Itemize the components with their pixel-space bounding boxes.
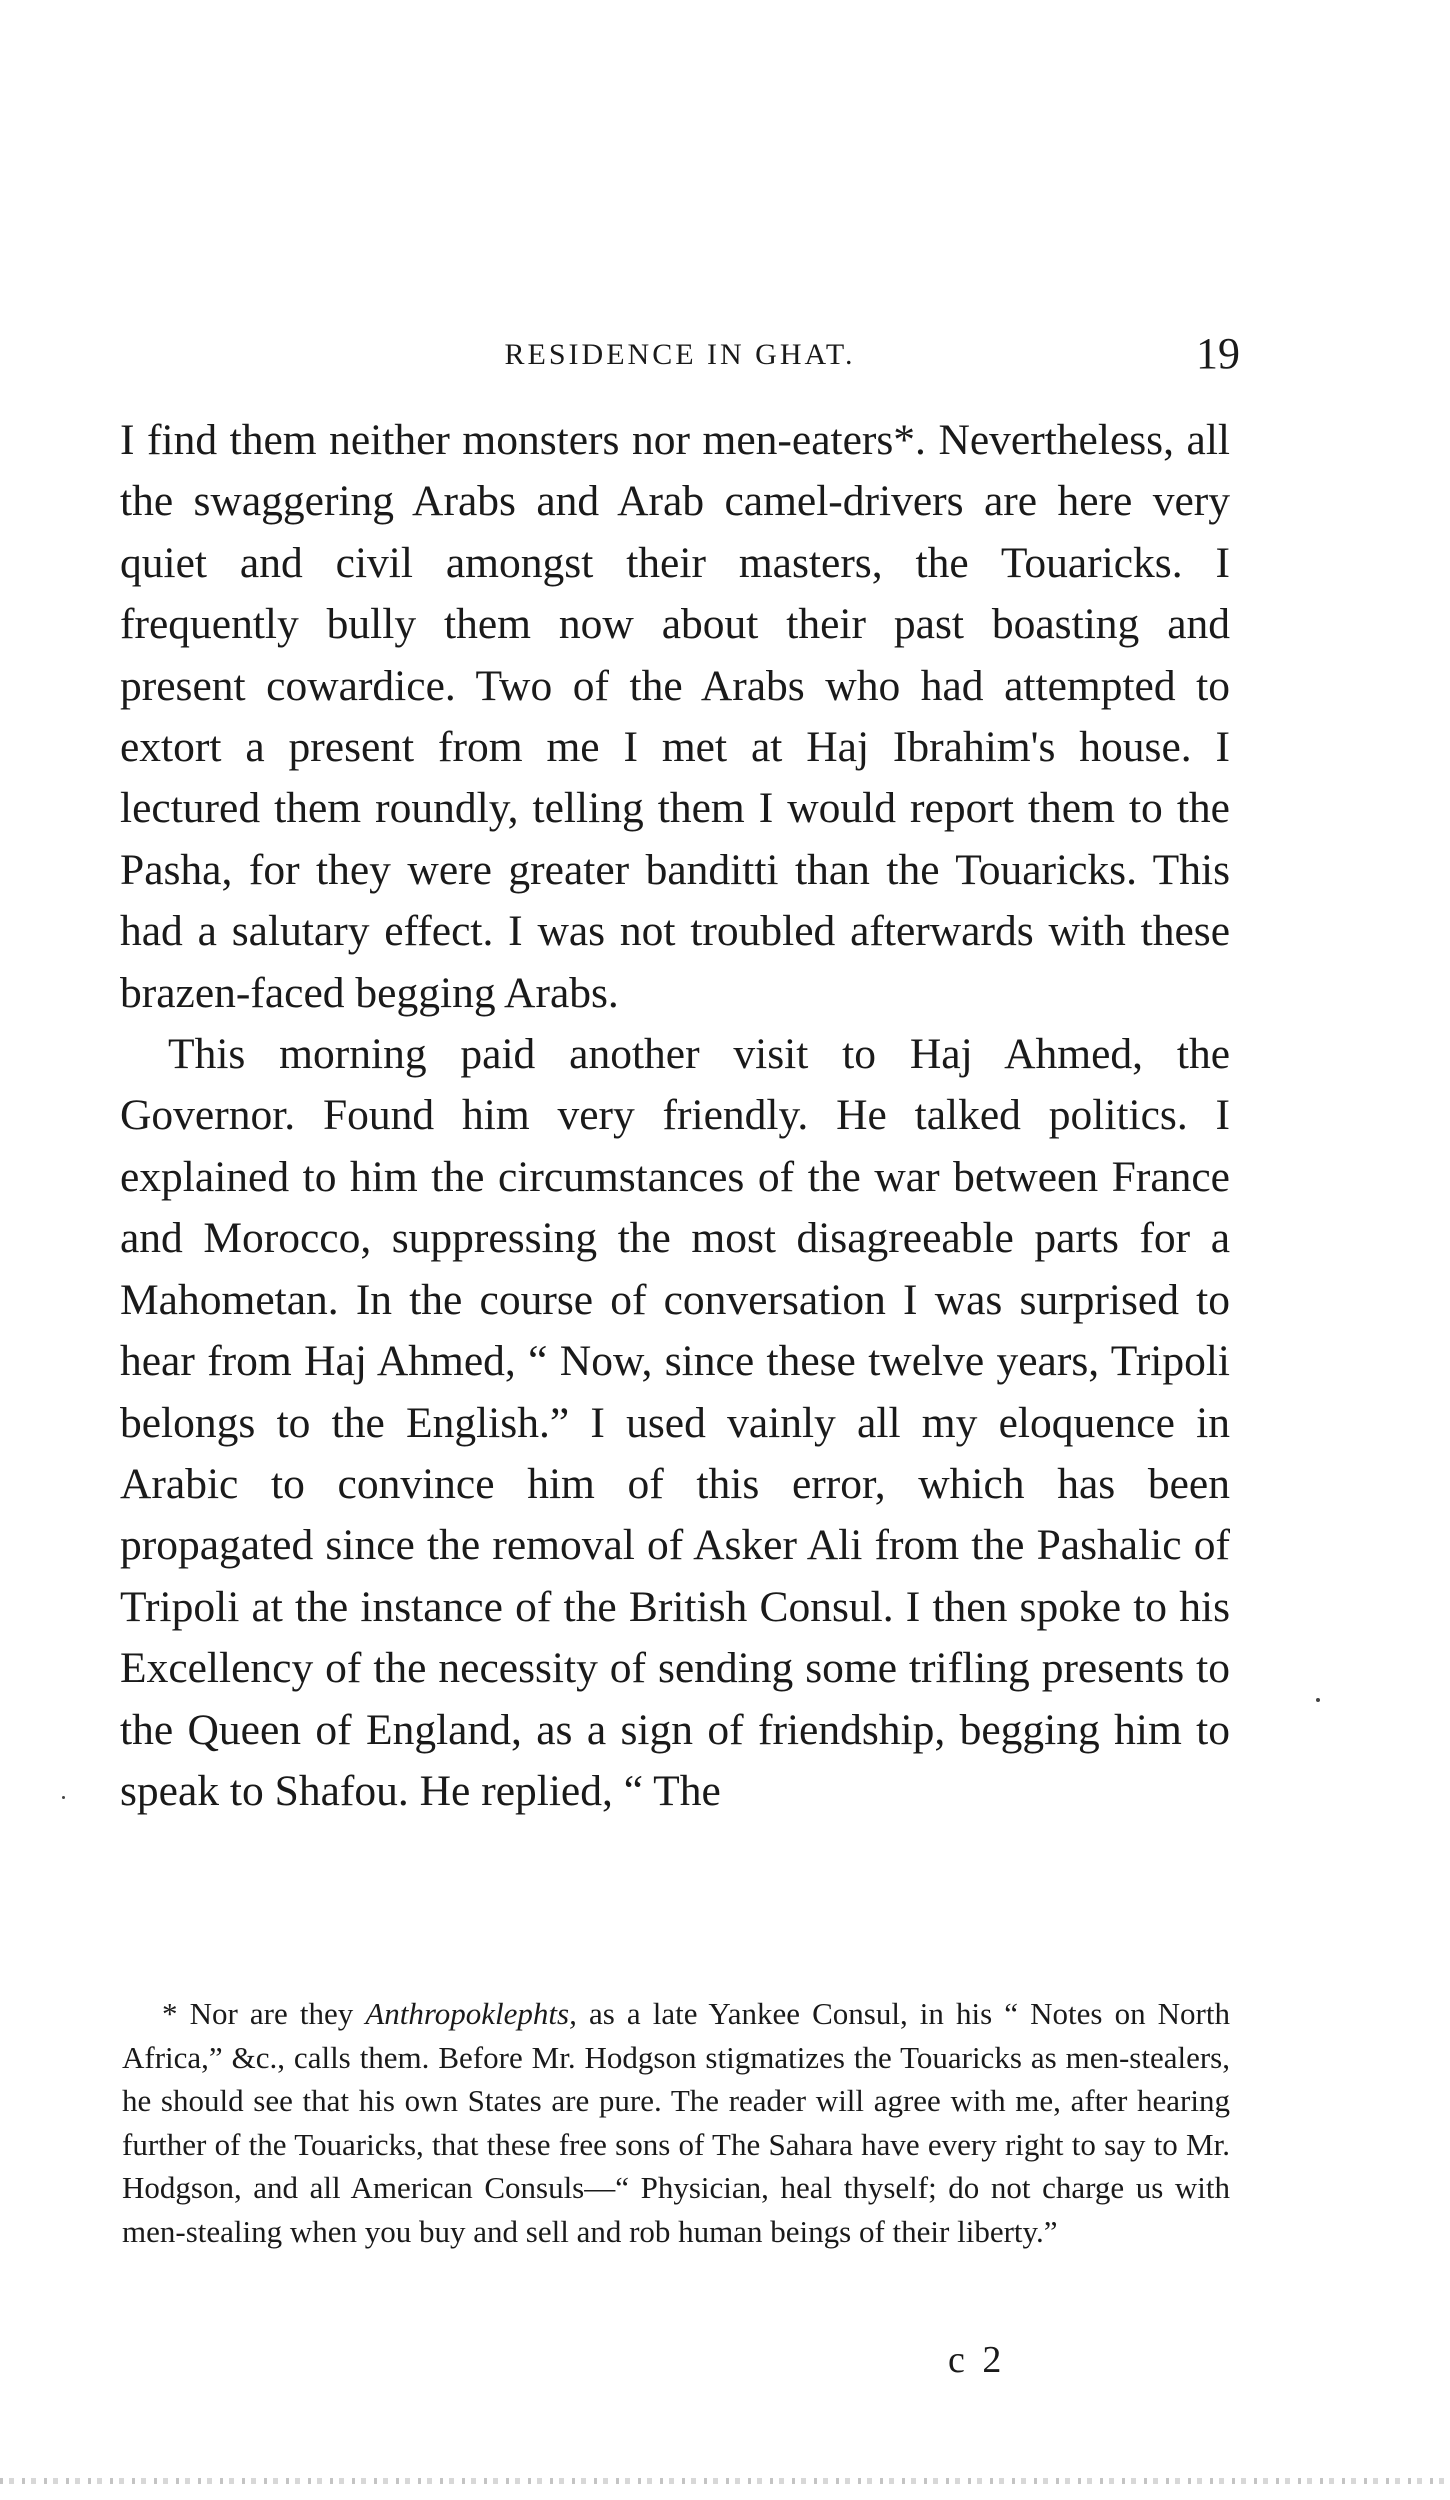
paragraph-governor-visit: This morning paid another visit to Haj Ahmed, the Governor. Found him very friendly. He talked politics. I explained to him the circumstances of the war between France and Morocco, suppressing the most disagreeable parts for a Mahometan. In the course of conversation I was surprised to hear from Haj Ahmed, “ Now, since these twelve years, Tripoli belongs to the English.” I used vainly all my eloquence in Arabic to convince him of this error, which has been propagated since the removal of Asker Ali from the Pashalic of Tripoli at the instance of the British Consul. I then spoke to his Excellency of the necessity of sending some trifling presents to the Queen of England, as a sign of friendship, begging him to speak to Shafou. He replied, “ The bbox=[120, 1030, 1230, 1815]
running-title: RESIDENCE IN GHAT. bbox=[504, 338, 856, 371]
signature-mark: c 2 bbox=[948, 2339, 1006, 2381]
scan-speck bbox=[1316, 1698, 1320, 1702]
page-number: 19 bbox=[1196, 329, 1240, 378]
footnote bbox=[122, 1992, 1230, 2253]
footnote-rest: as a late Yankee Consul, in his “ Notes on North Africa,” &c., calls them. Before Mr. Hodgson stigmatizes the Touaricks as men-stealers, he should see that his own States are pure. The reader will agree with me, after hearing further of the Touaricks, that these free sons of The Sahara have every right to say to Mr. Hodgson, and all American Consuls—“ Physician, heal thyself; do not charge us with men-stealing when you buy and sell and rob human beings of their liberty.” bbox=[122, 1996, 1230, 2249]
running-head bbox=[120, 328, 1240, 388]
scan-edge-noise bbox=[0, 2478, 1450, 2484]
body-text bbox=[120, 410, 1230, 1822]
footnote-lead: * Nor are they bbox=[162, 1996, 366, 2031]
paragraph-continuation: I find them neither monsters nor men-eaters*. Nevertheless, all the swaggering Arabs and Arab camel-drivers are here very quiet and civil amongst their masters, the Touaricks. I frequently bully them now about their past boasting and present cowardice. Two of the Arabs who had attempted to extort a present from me I met at Haj Ibrahim's house. I lectured them roundly, telling them I would report them to the Pasha, for they were greater banditti than the Touaricks. This had a salutary effect. I was not troubled afterwards with these brazen-faced begging Arabs. bbox=[120, 416, 1230, 1017]
scan-speck bbox=[62, 1796, 65, 1799]
footnote-italic-term: Anthropoklephts, bbox=[365, 1996, 577, 2031]
